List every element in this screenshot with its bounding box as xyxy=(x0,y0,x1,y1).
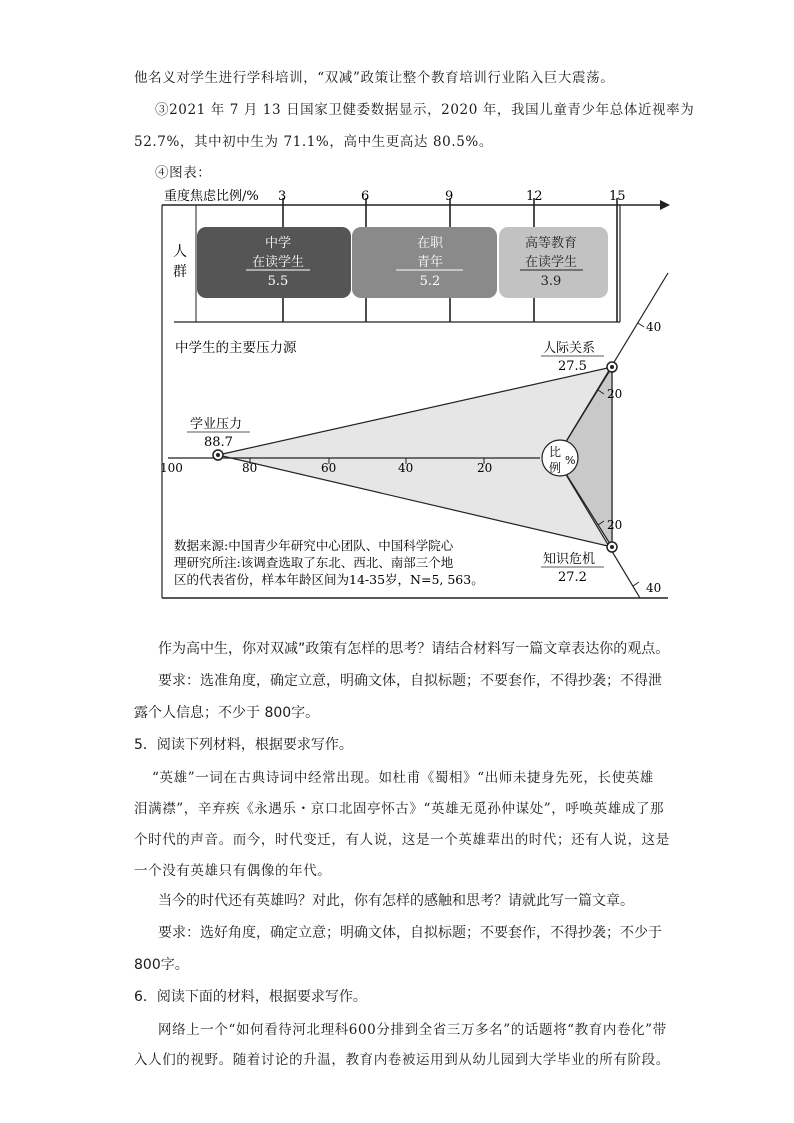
svg-text:在读学生: 在读学生 xyxy=(524,255,578,270)
node-value: 27.2 xyxy=(558,570,587,585)
svg-text:5.5: 5.5 xyxy=(267,274,289,289)
text-line: 52.7%，其中初中生为 71.1%，高中生更高达 80.5%。 xyxy=(134,134,493,150)
tick-label: 40 xyxy=(398,461,414,475)
tick-label: 20 xyxy=(477,461,493,475)
svg-text:3.9: 3.9 xyxy=(540,274,562,289)
source-note: 数据来源:中国青少年研究中心团队、中国科学院心 xyxy=(174,538,454,553)
text-line: 他名义对学生进行学科培训，“双减”政策让整个教育培训行业陷入巨大震荡。 xyxy=(134,70,615,86)
svg-text:高等教育: 高等教育 xyxy=(524,236,578,251)
svg-text:比: 比 xyxy=(549,445,562,459)
svg-text:在职: 在职 xyxy=(416,236,444,251)
tick-label: 20 xyxy=(607,387,623,401)
text-line: 要求：选准角度，确定立意，明确文体，自拟标题；不要套作，不得抄袭；不得泄 xyxy=(158,673,662,689)
box-working-youth xyxy=(352,227,497,298)
tick-label: 15 xyxy=(609,189,626,204)
text-line: 露个人信息；不少于 800字。 xyxy=(134,705,320,721)
text-line: 作为高中生，你对双减”政策有怎样的思考？请结合材料写一篇文章表达你的观点。 xyxy=(158,641,670,657)
text-line: 800字。 xyxy=(134,957,189,973)
tick-label: 12 xyxy=(526,189,543,204)
svg-text:青年: 青年 xyxy=(416,255,444,270)
text-line: 要求：选好角度，确定立意；明确文体，自拟标题；不要套作，不得抄袭；不少于 xyxy=(158,925,662,941)
top-axis-title: 重度焦虑比例/% xyxy=(164,189,259,204)
source-note: 理研究所注:该调查选取了东北、西北、南部三个地 xyxy=(174,555,454,570)
box-middle-school xyxy=(197,227,351,298)
tick-label: 60 xyxy=(321,461,337,475)
svg-text:5.2: 5.2 xyxy=(419,274,441,289)
box-university xyxy=(499,227,608,298)
node-value: 27.5 xyxy=(558,359,587,374)
text-line: ④图表： xyxy=(155,165,212,181)
node-value: 88.7 xyxy=(204,435,233,450)
node-marker xyxy=(607,542,617,552)
question-heading: 6．阅读下面的材料，根据要求写作。 xyxy=(134,989,367,1005)
svg-text:中学: 中学 xyxy=(264,236,292,251)
text-line: “英雄”一词在古典诗词中经常出现。如杜甫《蜀相》“出师未捷身先死，长使英雄 xyxy=(152,770,654,786)
tick-label: 80 xyxy=(242,461,258,475)
tick-label: 100 xyxy=(160,461,183,475)
svg-text:例: 例 xyxy=(549,461,562,475)
node-label: 知识危机 xyxy=(543,552,596,567)
text-line: 当今的时代还有英雄吗？对此，你有怎样的感触和思考？请就此写一篇文章。 xyxy=(158,893,634,909)
side-label: 人 xyxy=(173,244,187,260)
tick-label: 3 xyxy=(278,189,287,204)
node-label: 学业压力 xyxy=(190,417,243,432)
tick-label: 6 xyxy=(361,189,370,204)
svg-text:%: % xyxy=(565,454,576,467)
text-line: 一个没有英雄只有偶像的年代。 xyxy=(134,863,332,879)
question-heading: 5．阅读下列材料，根据要求写作。 xyxy=(134,737,353,753)
side-label: 群 xyxy=(173,264,187,280)
section-title: 中学生的主要压力源 xyxy=(175,340,297,356)
source-note: 区的代表省份，样本年龄区间为14-35岁，N=5, 563。 xyxy=(174,572,484,587)
top-axis-arrow xyxy=(660,200,670,210)
text-line: ③2021 年 7 月 13 日国家卫健委数据显示，2020 年，我国儿童青少年总体近视率为 xyxy=(155,102,695,118)
tick-label: 9 xyxy=(445,189,454,204)
text-line: 网络上一个“如何看待河北理科600分排到全省三万多名”的话题将“教育内卷化”带 xyxy=(158,1022,667,1038)
node-marker xyxy=(607,362,617,372)
tick-label: 20 xyxy=(607,518,623,532)
text-line: 个时代的声音。而今，时代变迁，有人说，这是一个英雄辈出的时代；还有人说，这是 xyxy=(134,832,670,848)
node-label: 人际关系 xyxy=(543,341,596,356)
text-line: 泪满襟”，辛弃疾《永遇乐・京口北固亭怀古》“英雄无觅孙仲谋处”，呼唤英雄成了那 xyxy=(134,801,665,817)
tick-label: 40 xyxy=(646,320,662,334)
text-line: 入人们的视野。随着讨论的升温，教育内卷被运用到从幼儿园到大学毕业的所有阶段。 xyxy=(134,1052,670,1068)
tick-label: 40 xyxy=(646,581,662,595)
svg-text:在读学生: 在读学生 xyxy=(251,255,305,270)
node-marker xyxy=(213,450,223,460)
